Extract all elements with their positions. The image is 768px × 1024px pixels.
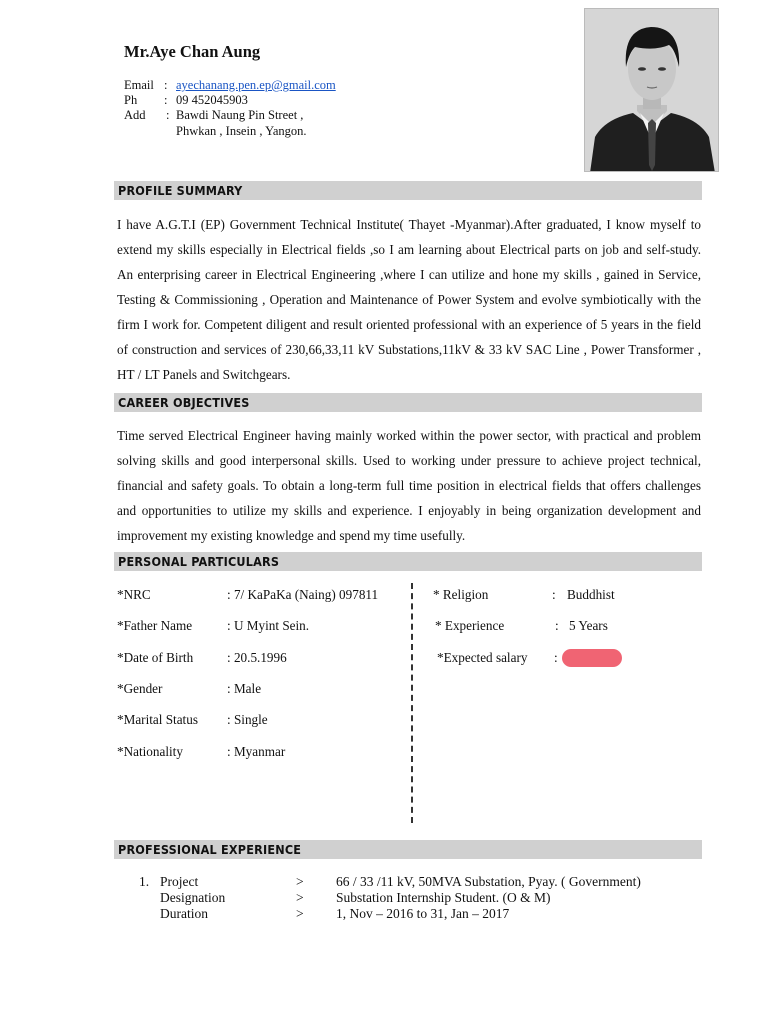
designation-arrow: > bbox=[296, 890, 304, 905]
column-divider bbox=[411, 583, 413, 823]
expected-salary-colon: : bbox=[554, 650, 558, 665]
father-name-value: : U Myint Sein. bbox=[227, 618, 310, 633]
gender-value: : Male bbox=[227, 681, 262, 696]
designation-value: Substation Internship Student. (O & M) bbox=[336, 890, 551, 905]
project-label: Project bbox=[160, 874, 199, 889]
duration-value: 1, Nov – 2016 to 31, Jan – 2017 bbox=[336, 906, 510, 921]
nrc-value: : 7/ KaPaKa (Naing) 097811 bbox=[227, 587, 379, 602]
project-value: 66 / 33 /11 kV, 50MVA Substation, Pyay. ( Government) bbox=[336, 874, 641, 889]
gender-label: *Gender bbox=[117, 681, 163, 696]
phone-value: 09 452045903 bbox=[176, 93, 248, 107]
experience-value: 5 Years bbox=[569, 618, 608, 633]
section-header-personal-particulars bbox=[114, 552, 702, 571]
address-line-2: Phwkan , Insein , Yangon. bbox=[176, 124, 307, 138]
nrc-label: *NRC bbox=[117, 587, 151, 602]
section-header-professional-experience bbox=[114, 840, 702, 859]
phone-colon: : bbox=[164, 93, 168, 107]
marital-status-value: : Single bbox=[227, 712, 268, 727]
personal-particulars-title: PERSONAL PARTICULARS bbox=[118, 554, 280, 569]
date-of-birth-value: : 20.5.1996 bbox=[227, 650, 287, 665]
email-label: Email bbox=[124, 78, 154, 92]
address-colon: : bbox=[166, 108, 170, 122]
expected-salary-label: *Expected salary bbox=[437, 650, 528, 665]
professional-experience-title: PROFESSIONAL EXPERIENCE bbox=[118, 842, 302, 857]
career-objectives-title: CAREER OBJECTIVES bbox=[118, 395, 250, 410]
marital-status-label: *Marital Status bbox=[117, 712, 198, 727]
nationality-value: : Myanmar bbox=[227, 744, 286, 759]
section-header-career-objectives bbox=[114, 393, 702, 412]
experience-colon: : bbox=[555, 618, 559, 633]
email-colon: : bbox=[164, 78, 168, 92]
profile-summary-title: PROFILE SUMMARY bbox=[118, 183, 243, 198]
duration-label: Duration bbox=[160, 906, 208, 921]
religion-label: * Religion bbox=[433, 587, 489, 602]
address-line-1: Bawdi Naung Pin Street , bbox=[176, 108, 304, 122]
profile-summary-text: I have A.G.T.I (EP) Government Technical Institute( Thayet -Myanmar).After graduated, I know myself to extend my skills especially in Electrical fields ,so I am learning about Electrical parts on job and self-study. An enterprising career in Electrical Engineering ,where I can utilize and hone my skills , gained in Service, Testing & Commissioning , Operation and Maintenance of Power System and evolve symbiotically with the firm I work for. Competent diligent and result oriented professional with an experience of 5 years in the field of construction and services of 230,66,33,11 kV Substations,11kV & 33 kV SAC Line , Power Transformer , HT / LT Panels and Switchgears. bbox=[117, 217, 701, 382]
career-objectives-text: Time served Electrical Engineer having mainly worked within the power sector, with practical and problem solving skills and good interpersonal skills. Used to working under pressure to achieve project technical, financial and safety goals. To obtain a long-term full time position in electrical fields that offers challenges and opportunities to utilize my skills and experience. I enjoyably in being organization development and improvement my existing knowledge and spend my time usefully. bbox=[117, 428, 701, 543]
religion-value: Buddhist bbox=[567, 587, 615, 602]
address-label: Add bbox=[124, 108, 146, 122]
father-name-label: *Father Name bbox=[117, 618, 193, 633]
redacted-salary-mark bbox=[562, 649, 622, 667]
email-link[interactable]: ayechanang.pen.ep@gmail.com bbox=[176, 78, 336, 92]
section-header-profile-summary bbox=[114, 181, 702, 200]
experience-label: * Experience bbox=[435, 618, 505, 633]
candidate-name: Mr.Aye Chan Aung bbox=[124, 42, 261, 61]
profile-photo bbox=[584, 8, 719, 172]
duration-arrow: > bbox=[296, 906, 304, 921]
religion-colon: : bbox=[552, 587, 556, 602]
project-arrow: > bbox=[296, 874, 304, 889]
designation-label: Designation bbox=[160, 890, 226, 905]
phone-label: Ph bbox=[124, 93, 138, 107]
nationality-label: *Nationality bbox=[117, 744, 183, 759]
experience-item-number: 1. bbox=[139, 874, 150, 889]
date-of-birth-label: *Date of Birth bbox=[117, 650, 194, 665]
